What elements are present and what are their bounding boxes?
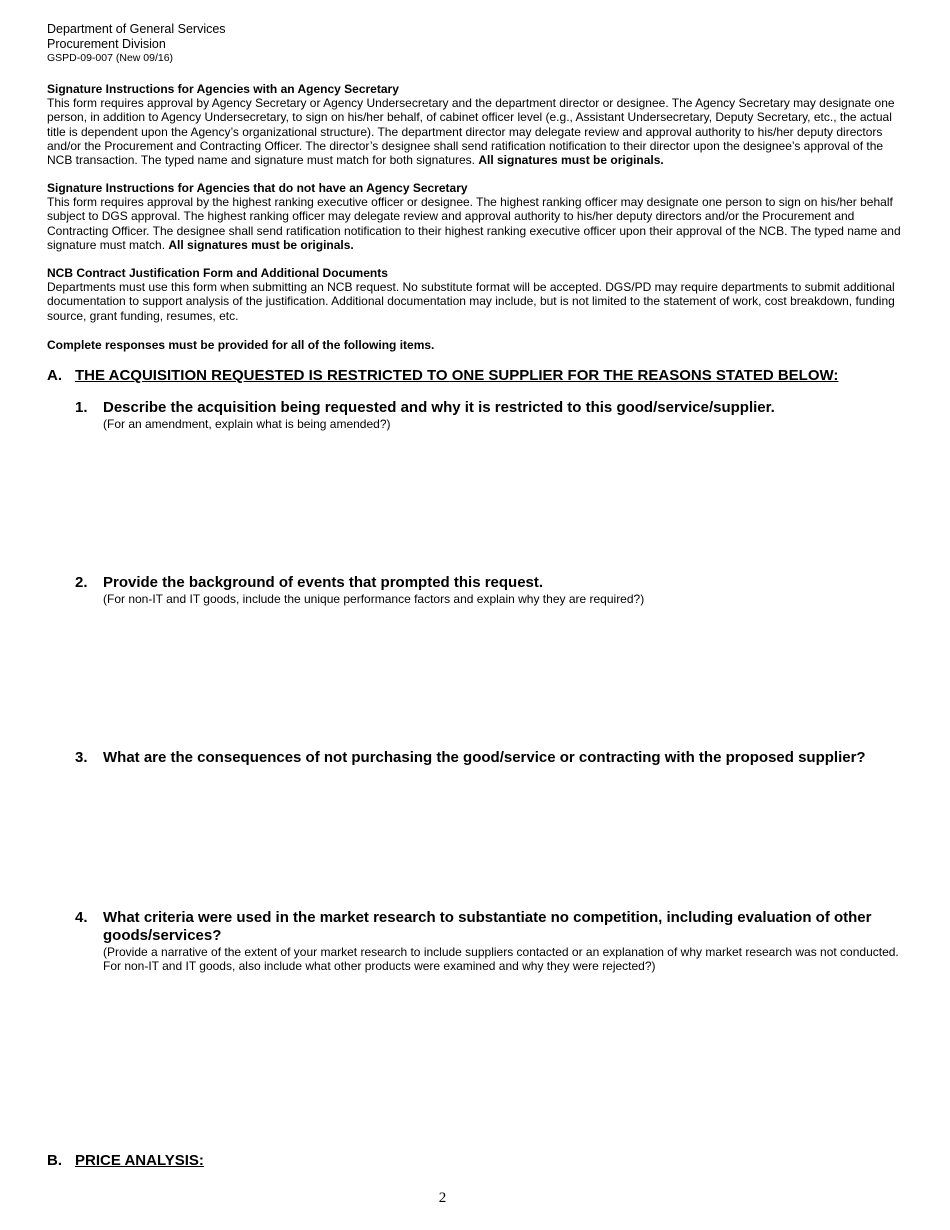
question-2-text: Provide the background of events that prompted this request. xyxy=(103,574,544,591)
question-1 xyxy=(75,399,905,431)
division-name: Procurement Division xyxy=(47,37,166,51)
department-name: Department of General Services xyxy=(47,22,226,36)
agency-secretary-emphasis: All signatures must be originals. xyxy=(478,153,664,168)
question-2 xyxy=(75,574,905,606)
section-a-letter: A. xyxy=(47,367,62,384)
question-4-number: 4. xyxy=(75,909,88,926)
no-agency-secretary-emphasis: All signatures must be originals. xyxy=(168,237,354,252)
agency-secretary-instructions xyxy=(47,82,905,167)
question-2-hint: (For non-IT and IT goods, include the unique performance factors and explain why they are required?) xyxy=(103,592,645,606)
question-1-hint: (For an amendment, explain what is being amended?) xyxy=(103,417,391,431)
question-3 xyxy=(75,749,905,767)
section-a-title: THE ACQUISITION REQUESTED IS RESTRICTED TO ONE SUPPLIER FOR THE REASONS STATED BELOW: xyxy=(75,367,839,384)
question-3-text: What are the consequences of not purchasing the good/service or contracting with the proposed supplier? xyxy=(103,749,866,766)
page-number: 2 xyxy=(438,1190,447,1206)
no-agency-secretary-body: This form requires approval by the highest ranking executive officer or designee. The highest ranking officer may designate one person to sign on his/her behalf subject to DGS approval. The highest ranking officer may delegate review and approval authority to his/her deputy directors and/or the Procurement and Contracting Officer. The designee shall send ratification notification to their highest ranking executive officer upon their approval of the NCB. The typed name and signature must match. xyxy=(47,195,901,252)
ncb-form-instructions xyxy=(47,266,905,323)
section-b-title: PRICE ANALYSIS: xyxy=(75,1152,204,1169)
section-a-heading xyxy=(47,367,927,385)
section-b-letter: B. xyxy=(47,1152,62,1169)
form-id: GSPD-09-007 (New 09/16) xyxy=(47,52,174,64)
ncb-form-title: NCB Contract Justification Form and Additional Documents xyxy=(47,266,388,280)
no-agency-secretary-instructions xyxy=(47,181,905,252)
complete-responses-note: Complete responses must be provided for all of the following items. xyxy=(47,338,435,352)
section-b-heading xyxy=(47,1152,927,1170)
question-2-number: 2. xyxy=(75,574,88,591)
agency-secretary-body: This form requires approval by Agency Secretary or Agency Undersecretary and the department director or designee. The Agency Secretary may designate one person, in addition to Agency Undersecretary, to sign on his/her behalf, of cabinet officer level (e.g., Assistant Undersecretary, Deputy Secretary, etc., the actual title is dependent upon the Agency’s organizational structure). The department director may delegate review and approval authority to his/her deputy directors and/or the Procurement and Contracting Officer. The director’s designee shall send ratification notification to their director upon the designee’s approval of the NCB transaction. The typed name and signature must match for both signatures. xyxy=(47,96,895,168)
question-4 xyxy=(75,909,905,973)
agency-secretary-title: Signature Instructions for Agencies with an Agency Secretary xyxy=(47,82,399,96)
question-4-text: What criteria were used in the market research to substantiate no competition, including evaluation of other goods/services? xyxy=(103,909,872,944)
question-1-number: 1. xyxy=(75,399,88,416)
no-agency-secretary-title: Signature Instructions for Agencies that do not have an Agency Secretary xyxy=(47,181,468,195)
ncb-form-body: Departments must use this form when submitting an NCB request. No substitute format will be accepted. DGS/PD may require departments to submit additional documentation to support analysis of the justification. Additional documentation may include, but is not limited to the statement of work, cost breakdown, funding source, grant funding, resumes, etc. xyxy=(47,280,895,323)
question-3-number: 3. xyxy=(75,749,88,766)
question-1-text: Describe the acquisition being requested and why it is restricted to this good/service/supplier. xyxy=(103,399,775,416)
question-4-hint: (Provide a narrative of the extent of your market research to include suppliers contacted or an explanation of why market research was not conducted. For non-IT and IT goods, also include what other products were examined and why they were rejected?) xyxy=(103,945,899,974)
